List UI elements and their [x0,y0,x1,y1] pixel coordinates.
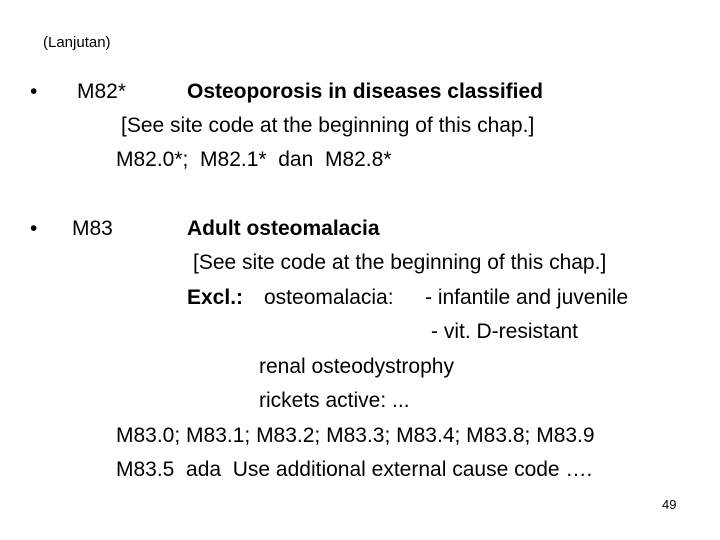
page-number: 49 [662,497,677,512]
title-m83: Adult osteomalacia [187,217,380,240]
note-m83: [See site code at the beginning of this chap.] [193,251,607,274]
excl-term: osteomalacia: [264,286,394,309]
title-m82: Osteoporosis in diseases classified [187,80,543,103]
subcodes-m83-line2: M83.5 ada Use additional external cause code …. [116,458,593,481]
excl-rickets: rickets active: ... [259,389,410,412]
continued-label: (Lanjutan) [43,34,111,51]
bullet-m83: • [30,217,38,240]
bullet-m82: • [30,80,38,103]
code-m82: M82* [77,80,127,103]
subcodes-m82: M82.0*; M82.1* dan M82.8* [116,148,392,171]
code-m83: M83 [72,217,113,240]
excl-item-vit-d: - vit. D-resistant [431,320,579,343]
excl-item-infantile: - infantile and juvenile [425,286,629,309]
subcodes-m83-line1: M83.0; M83.1; M83.2; M83.3; M83.4; M83.8; M83.9 [116,424,595,447]
note-m82: [See site code at the beginning of this chap.] [121,114,535,137]
excl-label: Excl.: [187,286,244,309]
excl-renal: renal osteodystrophy [259,355,454,378]
